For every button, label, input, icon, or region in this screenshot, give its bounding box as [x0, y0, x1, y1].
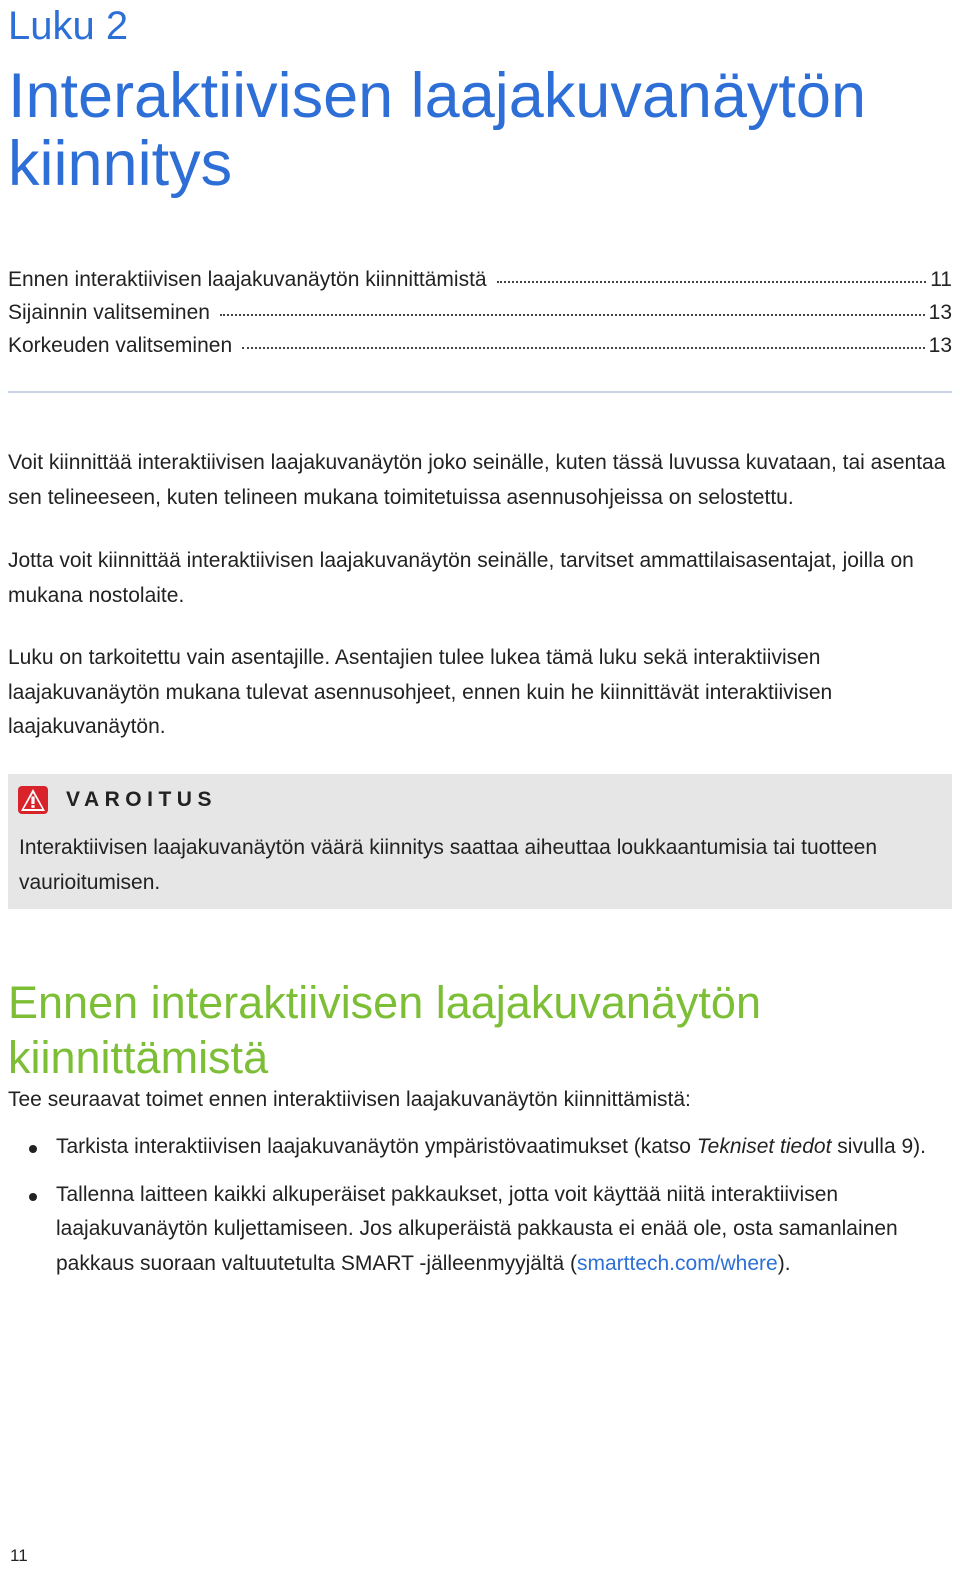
section-title: Ennen interaktiivisen laajakuvanäytön kiinnittämistä — [8, 977, 761, 1083]
section-lead: Tee seuraavat toimet ennen interaktiivisen laajakuvanäytön kiinnittämistä: — [8, 1088, 691, 1111]
list-item-text: ). — [777, 1251, 791, 1275]
toc-leader-dots — [497, 281, 927, 283]
toc-leader-dots — [242, 347, 925, 349]
toc-entry-page: 13 — [928, 301, 952, 324]
warning-title: VAROITUS — [66, 788, 217, 811]
checklist — [8, 1130, 952, 1281]
warning-triangle-icon — [18, 786, 48, 814]
toc-entry-page: 13 — [928, 334, 952, 357]
smarttech-link[interactable]: smarttech.com/where — [576, 1251, 778, 1275]
toc-entry-page: 11 — [930, 268, 952, 291]
toc-entry[interactable] — [8, 301, 952, 334]
list-item-text: Tarkista interaktiivisen laajakuvanäytön ympäristövaatimukset (katso — [56, 1135, 697, 1158]
toc-entry[interactable] — [8, 268, 952, 301]
list-item — [8, 1178, 952, 1282]
table-of-contents — [8, 268, 952, 367]
toc-entry-label: Korkeuden valitseminen — [8, 334, 233, 357]
warning-header — [18, 786, 217, 814]
list-item — [8, 1130, 952, 1165]
cross-reference[interactable]: Tekniset tiedot — [696, 1135, 832, 1158]
page-number: 11 — [10, 1546, 28, 1565]
bullet-dot-icon — [29, 1193, 37, 1201]
chapter-label: Luku 2 — [8, 4, 129, 48]
section-divider — [8, 391, 952, 393]
toc-leader-dots — [220, 314, 925, 316]
intro-paragraph-3: Luku on tarkoitettu vain asentajille. Asentajien tulee lukea tämä luku sekä interaktiivisen laajakuvanäytön mukana tulevat asennusohjeet, ennen kuin he kiinnittävät interaktiivisen laajakuvanäytön. — [8, 646, 833, 738]
warning-box — [8, 774, 952, 909]
chapter-title: Interaktiivisen laajakuvanäytön kiinnitys — [8, 61, 867, 199]
list-item-text: sivulla 9). — [831, 1135, 926, 1158]
toc-entry-label: Sijainnin valitseminen — [8, 301, 210, 324]
warning-text: Interaktiivisen laajakuvanäytön väärä kiinnitys saattaa aiheuttaa loukkaantumisia tai tuotteen vaurioitumisen. — [19, 836, 878, 894]
toc-entry[interactable] — [8, 334, 952, 367]
bullet-dot-icon — [29, 1145, 37, 1153]
list-item-text: Tallenna laitteen kaikki alkuperäiset pakkaukset, jotta voit käyttää niitä interaktiivisen laajakuvanäytön kuljettamiseen. Jos alkuperäistä pakkausta ei enää ole, osta samanlainen pakkaus suoraan valtuutetulta SMART -jälleenmyyjältä ( — [56, 1182, 898, 1275]
toc-entry-label: Ennen interaktiivisen laajakuvanäytön kiinnittämistä — [8, 268, 487, 291]
intro-paragraph-2: Jotta voit kiinnittää interaktiivisen laajakuvanäytön seinälle, tarvitset ammattilaisasentajat, joilla on mukana nostolaite. — [8, 549, 914, 607]
intro-paragraph-1: Voit kiinnittää interaktiivisen laajakuvanäytön joko seinälle, kuten tässä luvussa kuvataan, tai asentaa sen telineeseen, kuten telineen mukana toimitetuissa asennusohjeissa on selostettu. — [8, 451, 946, 509]
